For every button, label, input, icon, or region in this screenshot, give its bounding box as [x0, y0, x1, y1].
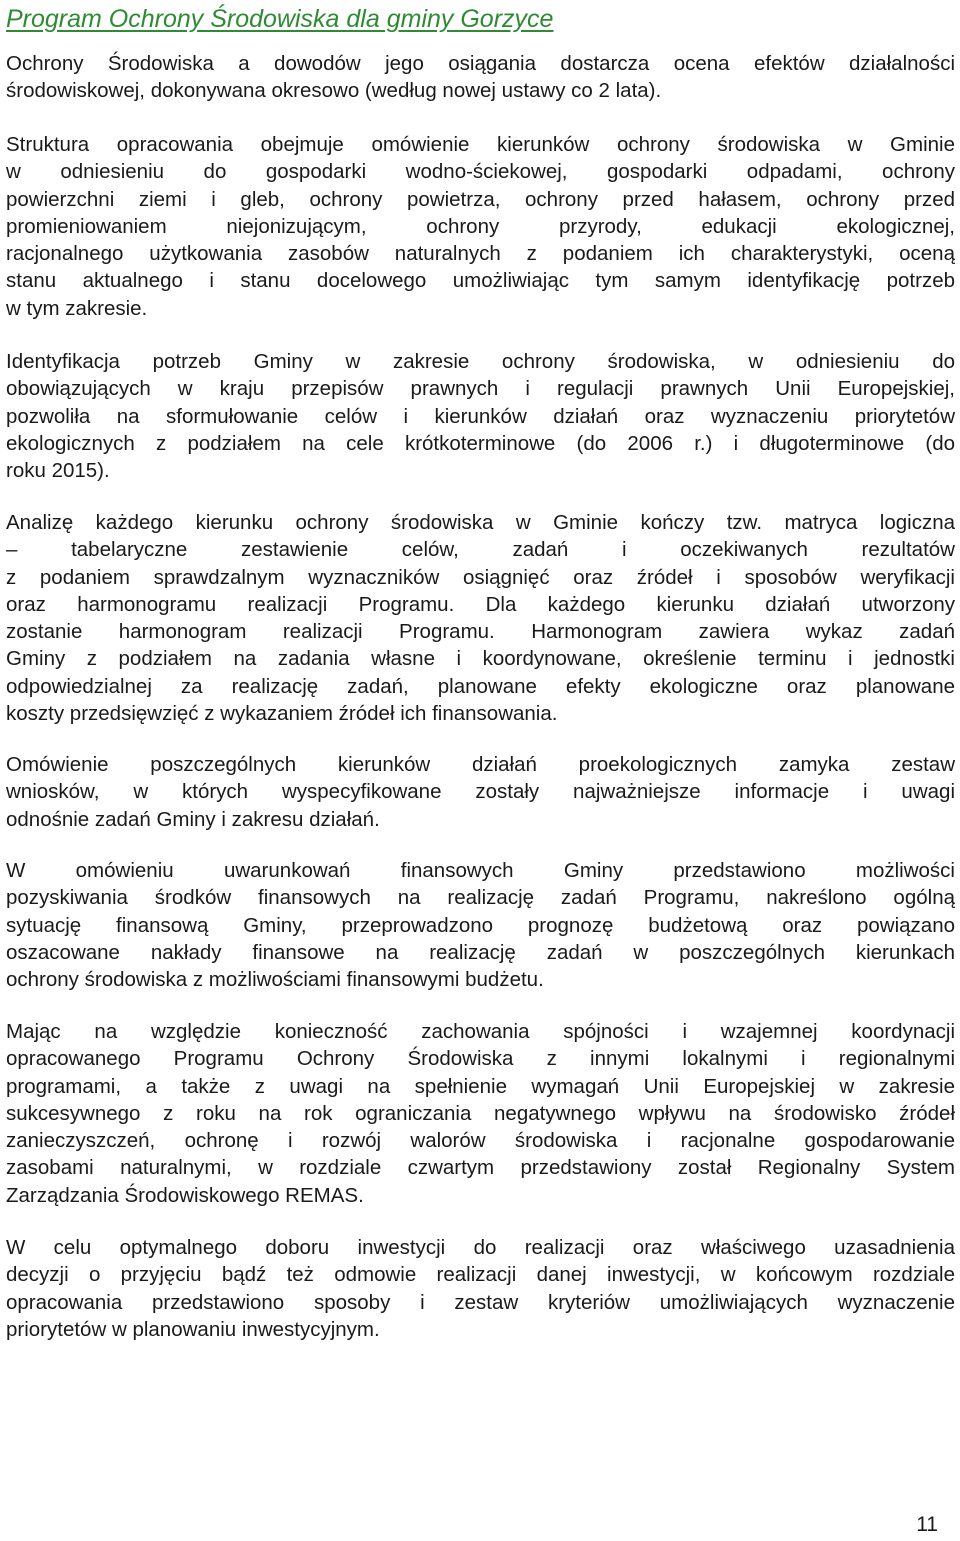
- text-line: roku 2015).: [6, 459, 110, 483]
- text-line: środowiskowej, dokonywana okresowo (według nowej ustawy co 2 lata).: [6, 79, 662, 103]
- text-line: promieniowaniem niejonizującym, ochrony przyrody, edukacji ekologicznej,: [6, 214, 955, 238]
- text-line: koszty przedsięwzięć z wykazaniem źródeł ich finansowania.: [6, 702, 558, 726]
- text-line: W omówieniu uwarunkowań finansowych Gminy przedstawiono możliwości: [6, 859, 955, 882]
- text-line: powierzchni ziemi i gleb, ochrony powietrza, ochrony przed hałasem, ochrony przed: [6, 187, 955, 211]
- paragraph-structure: [6, 131, 955, 322]
- text-line: opracowanego Programu Ochrony Środowiska z innymi lokalnymi i regionalnymi: [6, 1047, 955, 1071]
- paragraph-continuation: [6, 50, 955, 105]
- text-line: oraz harmonogramu realizacji Programu. Dla każdego kierunku działań utworzony: [6, 592, 955, 616]
- text-line: wniosków, w których wyspecyfikowane zostały najważniejsze informacje i uwagi: [6, 780, 955, 804]
- text-line: zostanie harmonogram realizacji Programu. Harmonogram zawiera wykaz zadań: [6, 620, 955, 644]
- text-line: opracowania przedstawiono sposoby i zestaw kryteriów umożliwiających wyznaczenie: [6, 1290, 955, 1314]
- text-line: sytuację finansową Gminy, przeprowadzono prognozę budżetową oraz powiązano: [6, 913, 955, 937]
- paragraph-remas: [6, 1018, 955, 1209]
- text-line: oszacowane nakłady finansowe na realizację zadań w poszczególnych kierunkach: [6, 940, 955, 964]
- text-line: decyzji o przyjęciu bądź też odmowie realizacji danej inwestycji, w końcowym rozdziale: [6, 1263, 955, 1287]
- paragraph-needs-identification: [6, 348, 955, 484]
- text-line: pozwoliła na sformułowanie celów i kierunków działań oraz wyznaczeniu priorytetów: [6, 404, 955, 428]
- text-line: w odniesieniu do gospodarki wodno-ściekowej, gospodarki odpadami, ochrony: [6, 160, 955, 184]
- text-line: ochrony środowiska z możliwościami finansowymi budżetu.: [6, 968, 544, 992]
- paragraph-conclusions: [6, 751, 955, 833]
- text-line: odpowiedzialnej za realizację zadań, planowane efekty ekologiczne oraz planowane: [6, 674, 955, 698]
- text-line: obowiązujących w kraju przepisów prawnych i regulacji prawnych Unii Europejskiej,: [6, 377, 955, 401]
- text-line: stanu aktualnego i stanu docelowego umożliwiając tym samym identyfikację potrzeb: [6, 269, 955, 293]
- text-line: z podaniem sprawdzalnym wyznaczników osiągnięć oraz źródeł i sposobów weryfikacji: [6, 565, 955, 589]
- document-header-title: Program Ochrony Środowiska dla gminy Gorzyce: [6, 5, 554, 33]
- text-line: zanieczyszczeń, ochronę i rozwój walorów środowiska i racjonalne gospodarowanie: [6, 1129, 955, 1153]
- text-line: Identyfikacja potrzeb Gminy w zakresie ochrony środowiska, w odniesieniu do: [6, 350, 955, 373]
- text-line: racjonalnego użytkowania zasobów naturalnych z podaniem ich charakterystyki, oceną: [6, 242, 955, 266]
- text-line: pozyskiwania środków finansowych na realizację zadań Programu, nakreślono ogólną: [6, 886, 955, 910]
- text-line: Struktura opracowania obejmuje omówienie kierunków ochrony środowiska w Gminie: [6, 133, 955, 156]
- text-line: sukcesywnego z roku na rok ograniczania negatywnego wpływu na środowisko źródeł: [6, 1101, 955, 1125]
- text-line: ekologicznych z podziałem na cele krótkoterminowe (do 2006 r.) i długoterminowe (do: [6, 431, 955, 455]
- text-line: Mając na względzie konieczność zachowania spójności i wzajemnej koordynacji: [6, 1020, 955, 1043]
- page-number: 11: [916, 1513, 938, 1536]
- text-line: Omówienie poszczególnych kierunków działań proekologicznych zamyka zestaw: [6, 753, 955, 776]
- text-line: Analizę każdego kierunku ochrony środowiska w Gminie kończy tzw. matryca logiczna: [6, 511, 955, 534]
- text-line: W celu optymalnego doboru inwestycji do realizacji oraz właściwego uzasadnienia: [6, 1236, 955, 1259]
- paragraph-logical-matrix: [6, 509, 955, 727]
- text-line: programami, a także z uwagi na spełnienie wymagań Unii Europejskiej w zakresie: [6, 1074, 955, 1098]
- text-line: zasobami naturalnymi, w rozdziale czwartym przedstawiony został Regionalny System: [6, 1156, 955, 1180]
- text-line: w tym zakresie.: [6, 296, 148, 320]
- paragraph-investment-selection: [6, 1234, 955, 1343]
- paragraph-financial-conditions: [6, 857, 955, 993]
- text-line: Gminy z podziałem na zadania własne i koordynowane, określenie terminu i jednostki: [6, 647, 955, 671]
- text-line: – tabelaryczne zestawienie celów, zadań i oczekiwanych rezultatów: [6, 538, 955, 562]
- text-line: priorytetów w planowaniu inwestycyjnym.: [6, 1317, 380, 1341]
- text-line: odnośnie zadań Gminy i zakresu działań.: [6, 807, 380, 831]
- text-line: Ochrony Środowiska a dowodów jego osiągania dostarcza ocena efektów działalności: [6, 52, 955, 75]
- text-line: Zarządzania Środowiskowego REMAS.: [6, 1183, 364, 1207]
